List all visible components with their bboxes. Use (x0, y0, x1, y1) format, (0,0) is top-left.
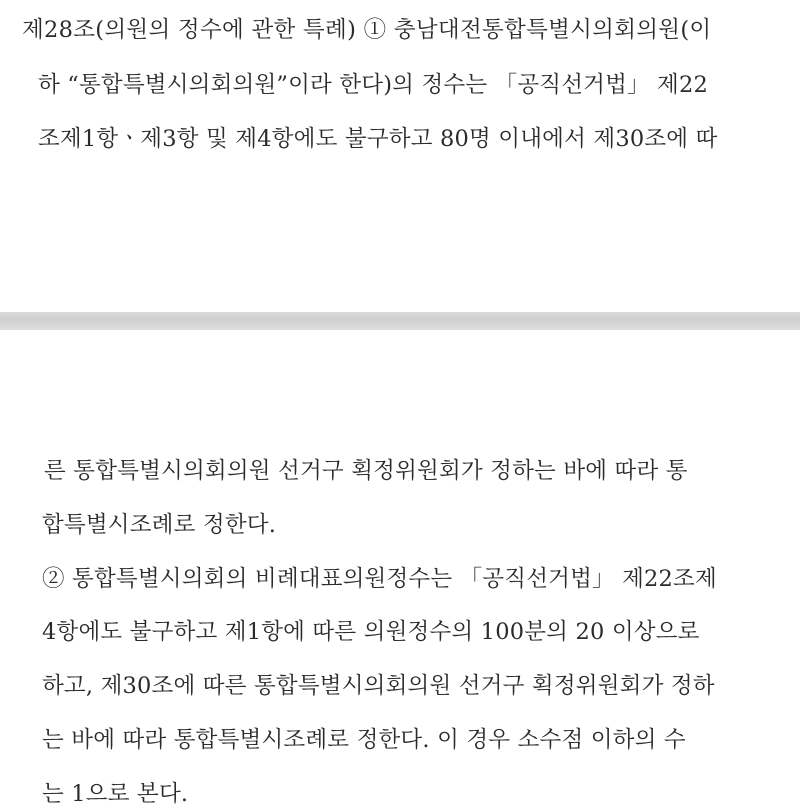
text-line: 하 “통합특별시의회의원”이라 한다)의 정수는 「공직선거법」 제22 (38, 72, 709, 98)
text-line: 제28조(의원의 정수에 관한 특례) ① 충남대전통합특별시의회의원(이 (22, 17, 712, 43)
text-line: 하고, 제30조에 따른 통합특별시의회의원 선거구 획정위원회가 정하 (42, 673, 715, 699)
text-line: ② 통합특별시의회의 비례대표의원정수는 「공직선거법」 제22조제 (42, 566, 717, 592)
text-line: 4항에도 불구하고 제1항에 따른 의원정수의 100분의 20 이상으로 (42, 619, 700, 645)
document-page-bottom (0, 330, 800, 811)
text-line: 조제1항ㆍ제3항 및 제4항에도 불구하고 80명 이내에서 제30조에 따 (38, 126, 718, 152)
page-divider (0, 312, 800, 330)
text-line: 는 1으로 본다. (42, 781, 189, 807)
text-line: 는 바에 따라 통합특별시조례로 정한다. 이 경우 소수점 이하의 수 (42, 727, 686, 753)
text-line: 합특별시조례로 정한다. (42, 512, 277, 538)
document-page-top (0, 0, 800, 312)
text-line: 른 통합특별시의회의원 선거구 획정위원회가 정하는 바에 따라 통 (44, 458, 688, 484)
